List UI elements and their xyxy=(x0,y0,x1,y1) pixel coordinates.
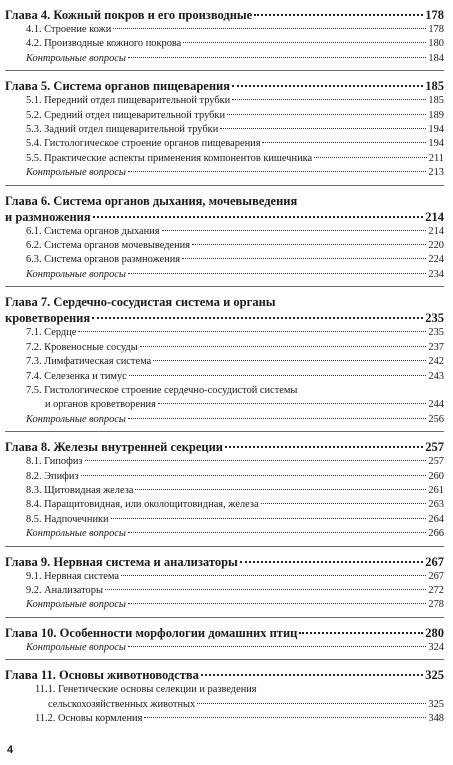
page-number: 4 xyxy=(7,744,14,756)
review-questions-entry[interactable] xyxy=(5,166,444,180)
chapter-title: Глава 11. Основы животноводства xyxy=(5,668,199,683)
section-title: 6.3. Система органов размножения xyxy=(26,254,181,266)
review-title: Контрольные вопросы xyxy=(26,268,126,280)
section-page: 257 xyxy=(428,456,444,468)
section-page: 224 xyxy=(428,254,444,266)
section-title: 9.1. Нервная система xyxy=(26,570,120,582)
section-entry[interactable] xyxy=(5,355,444,369)
chapter-4 xyxy=(5,7,444,71)
section-page: 194 xyxy=(428,124,444,136)
section-entry[interactable] xyxy=(5,137,444,151)
section-entry[interactable] xyxy=(5,37,444,51)
section-entry[interactable] xyxy=(5,584,444,598)
section-title: 7.1. Сердце xyxy=(26,327,77,339)
section-page: 211 xyxy=(428,152,444,164)
chapter-heading[interactable] xyxy=(5,78,444,94)
section-entry[interactable] xyxy=(5,370,444,384)
section-entry[interactable] xyxy=(5,470,444,484)
review-title: Контрольные вопросы xyxy=(26,167,126,179)
section-entry[interactable] xyxy=(5,123,444,137)
section-page: 243 xyxy=(428,370,444,382)
chapter-7 xyxy=(5,294,444,432)
section-entry[interactable] xyxy=(5,326,444,340)
review-page: 324 xyxy=(428,641,444,653)
review-title: Контрольные вопросы xyxy=(26,599,126,611)
section-entry[interactable] xyxy=(5,253,444,267)
section-title: 8.2. Эпифиз xyxy=(26,470,79,482)
chapter-11 xyxy=(5,667,444,726)
section-title-line-1[interactable]: 11.1. Генетические основы селекции и разведения xyxy=(35,684,257,696)
section-page: 325 xyxy=(428,698,444,710)
section-title: 6.2. Система органов мочевыведения xyxy=(26,240,191,252)
section-page: 194 xyxy=(428,138,444,150)
section-page: 237 xyxy=(428,341,444,353)
section-page: 189 xyxy=(428,109,444,121)
review-title: Контрольные вопросы xyxy=(26,528,126,540)
section-entry[interactable] xyxy=(5,398,444,412)
section-entry[interactable] xyxy=(5,23,444,37)
section-title: 5.2. Средний отдел пищеварительной трубки xyxy=(26,109,226,121)
section-entry[interactable] xyxy=(5,698,444,712)
section-title: 5.5. Практические аспекты применения компонентов кишечника xyxy=(26,152,313,164)
section-title: 7.2. Кровеносные сосуды xyxy=(26,341,138,353)
review-page: 213 xyxy=(428,167,444,179)
section-title: 4.1. Строение кожи xyxy=(26,24,112,35)
chapter-title-line-2: кроветворения xyxy=(5,311,91,326)
section-page: 244 xyxy=(428,399,444,411)
chapter-page: 267 xyxy=(425,554,444,569)
section-entry[interactable] xyxy=(5,225,444,239)
section-page: 180 xyxy=(428,38,444,50)
chapter-page: 257 xyxy=(425,440,444,455)
chapter-heading[interactable] xyxy=(5,310,444,326)
section-entry[interactable] xyxy=(5,484,444,498)
chapter-title: Глава 8. Железы внутренней секреции xyxy=(5,440,224,455)
chapter-6 xyxy=(5,193,444,288)
review-page: 234 xyxy=(428,268,444,280)
chapter-9 xyxy=(5,554,444,618)
section-page: 264 xyxy=(428,513,444,525)
section-entry[interactable] xyxy=(5,570,444,584)
section-page: 260 xyxy=(428,470,444,482)
section-title: 8.3. Щитовидная железа xyxy=(26,484,134,496)
chapter-heading[interactable] xyxy=(5,554,444,570)
section-title-line-2: сельскохозяйственных животных xyxy=(48,698,196,710)
review-page: 256 xyxy=(428,413,444,425)
section-page: 220 xyxy=(428,240,444,252)
chapter-title: Глава 9. Нервная система и анализаторы xyxy=(5,554,238,569)
section-title: 5.3. Задний отдел пищеварительной трубки xyxy=(26,124,219,136)
chapter-8 xyxy=(5,439,444,546)
section-page: 185 xyxy=(428,95,444,107)
section-page: 214 xyxy=(428,225,444,237)
section-entry[interactable] xyxy=(5,498,444,512)
section-page: 348 xyxy=(428,713,444,724)
section-entry[interactable] xyxy=(5,94,444,108)
section-entry[interactable] xyxy=(5,109,444,123)
section-entry[interactable] xyxy=(5,341,444,355)
review-questions-entry[interactable] xyxy=(5,268,444,282)
section-entry[interactable] xyxy=(5,152,444,166)
section-page: 263 xyxy=(428,499,444,511)
section-title: 7.4. Селезенка и тимус xyxy=(26,370,127,382)
section-title: 11.2. Основы кормления xyxy=(35,713,143,724)
review-questions-entry[interactable] xyxy=(5,52,444,66)
section-title: 5.1. Передний отдел пищеварительной трубки xyxy=(26,95,231,107)
section-title: 6.1. Система органов дыхания xyxy=(26,225,160,237)
section-page: 267 xyxy=(428,570,444,582)
review-questions-entry[interactable] xyxy=(5,527,444,541)
chapter-page: 235 xyxy=(425,311,444,326)
chapter-heading[interactable] xyxy=(5,625,444,641)
review-questions-entry[interactable] xyxy=(5,641,444,655)
review-title: Контрольные вопросы xyxy=(26,641,126,653)
section-page: 261 xyxy=(428,484,444,496)
section-page: 178 xyxy=(428,24,444,35)
chapter-heading[interactable] xyxy=(5,667,444,683)
section-title: 9.2. Анализаторы xyxy=(26,584,103,596)
chapter-10 xyxy=(5,625,444,660)
chapter-page: 214 xyxy=(425,209,444,224)
chapter-page: 185 xyxy=(425,79,444,94)
chapter-title-line-1[interactable]: Глава 6. Система органов дыхания, мочевыведения xyxy=(5,193,298,208)
section-title: 8.4. Паращитовидная, или околощитовидная, железа xyxy=(26,499,259,511)
section-page: 235 xyxy=(428,327,444,339)
chapter-title: Глава 10. Особенности морфологии домашних птиц xyxy=(5,625,298,640)
chapter-page: 280 xyxy=(425,625,444,640)
section-page: 242 xyxy=(428,356,444,368)
section-title: 8.1. Гипофиз xyxy=(26,456,83,468)
section-title-line-2: и органов кроветворения xyxy=(45,399,156,411)
review-title: Контрольные вопросы xyxy=(26,413,126,425)
chapter-heading[interactable] xyxy=(5,439,444,455)
section-title: 4.2. Производные кожного покрова xyxy=(26,38,182,50)
table-of-contents xyxy=(5,7,444,726)
chapter-page: 325 xyxy=(425,668,444,683)
chapter-heading[interactable] xyxy=(5,7,444,23)
section-entry[interactable] xyxy=(5,455,444,469)
review-page: 184 xyxy=(428,52,444,64)
section-title: 7.3. Лимфатическая система xyxy=(26,356,152,368)
chapter-title-line-1[interactable]: Глава 7. Сердечно-сосудистая система и органы xyxy=(5,295,276,310)
review-questions-entry[interactable] xyxy=(5,413,444,427)
section-page: 272 xyxy=(428,584,444,596)
chapter-title: Глава 5. Система органов пищеварения xyxy=(5,79,231,94)
chapter-title: Глава 4. Кожный покров и его производные xyxy=(5,8,253,22)
section-entry[interactable] xyxy=(5,513,444,527)
section-title: 5.4. Гистологическое строение органов пищеварения xyxy=(26,138,261,150)
section-entry[interactable] xyxy=(5,239,444,253)
review-questions-entry[interactable] xyxy=(5,598,444,612)
section-title: 8.5. Надпочечники xyxy=(26,513,109,525)
chapter-page: 178 xyxy=(425,8,444,22)
review-page: 266 xyxy=(428,528,444,540)
section-title-line-1[interactable]: 7.5. Гистологическое строение сердечно-сосудистой системы xyxy=(26,384,298,396)
review-title: Контрольные вопросы xyxy=(26,52,126,64)
chapter-title-line-2: и размножения xyxy=(5,209,91,224)
chapter-heading[interactable] xyxy=(5,209,444,225)
section-entry[interactable] xyxy=(5,712,444,726)
chapter-5 xyxy=(5,78,444,185)
review-page: 278 xyxy=(428,599,444,611)
